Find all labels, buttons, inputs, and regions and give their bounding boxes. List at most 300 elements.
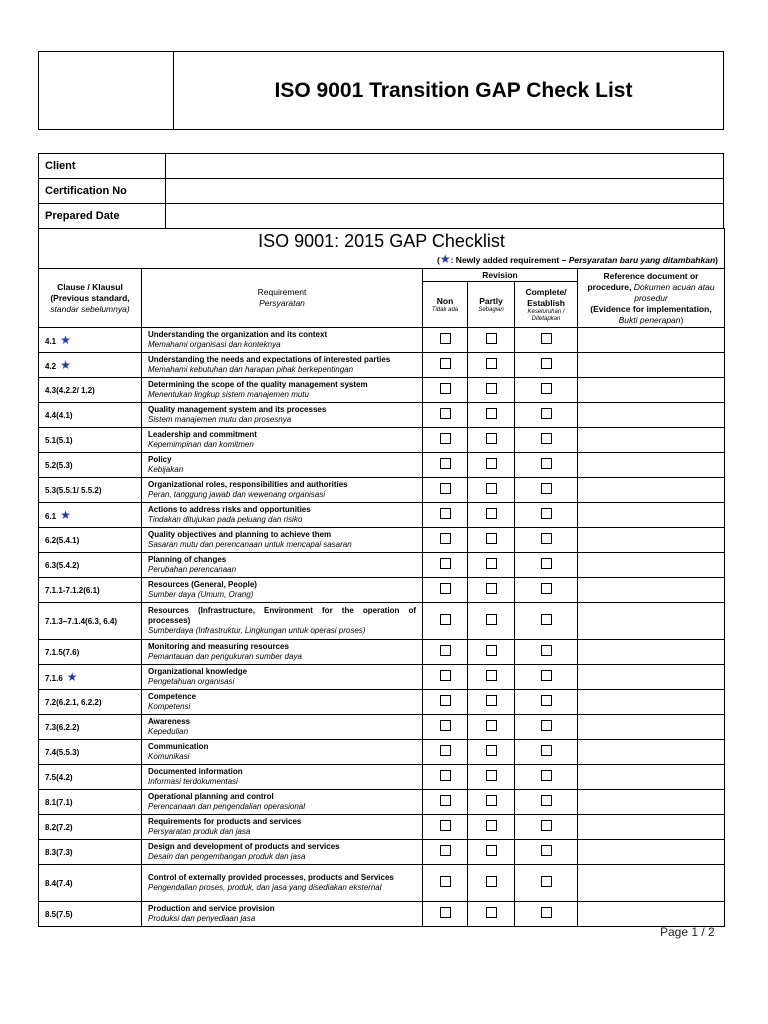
non-cell [423,840,468,865]
clause-cell [39,690,142,715]
reference-cell[interactable] [578,902,725,927]
partly-cell [468,453,515,478]
requirement-cell [142,528,423,553]
complete-cell [515,603,578,640]
partly-checkbox[interactable] [486,876,497,887]
requirement-text: Competence [148,692,197,701]
reference-cell[interactable] [578,353,725,378]
complete-cell [515,453,578,478]
complete-cell [515,815,578,840]
non-cell [423,378,468,403]
non-cell [423,665,468,690]
requirement-cell [142,553,423,578]
clause-number: 8.3(7.3) [45,847,73,857]
partly-cell [468,902,515,927]
clause-number: 7.1.5(7.6) [45,647,80,657]
partly-checkbox[interactable] [486,645,497,656]
partly-cell [468,328,515,353]
clause-number: 7.1.1-7.1.2(6.1) [45,585,100,595]
clause-number: 8.5(7.5) [45,909,73,919]
non-checkbox[interactable] [440,583,451,594]
checklist-row [39,665,725,690]
partly-cell [468,403,515,428]
info-row-prepared-date [39,204,724,229]
checklist-row [39,865,725,902]
non-checkbox[interactable] [440,720,451,731]
non-checkbox[interactable] [440,876,451,887]
complete-checkbox[interactable] [541,645,552,656]
non-checkbox[interactable] [440,820,451,831]
reference-header: Reference document or procedure, Dokumen acuan atau prosedur (Evidence for implementation, Bukti penerapan) [578,269,725,328]
partly-cell [468,640,515,665]
clause-cell [39,578,142,603]
partly-checkbox[interactable] [486,433,497,444]
requirement-cell [142,603,423,640]
checklist-row [39,503,725,528]
checklist-row [39,815,725,840]
non-checkbox[interactable] [440,483,451,494]
legend-note: (★: Newly added requirement – Persyaratan baru yang ditambahkan) [437,252,718,266]
requirement-text: Leadership and commitment [148,430,257,439]
partly-cell [468,603,515,640]
reference-cell[interactable] [578,528,725,553]
reference-cell[interactable] [578,378,725,403]
complete-checkbox[interactable] [541,533,552,544]
non-cell [423,815,468,840]
clause-number: 7.3(6.2.2) [45,722,80,732]
clause-number: 6.1 [45,512,57,521]
complete-cell [515,553,578,578]
complete-checkbox[interactable] [541,745,552,756]
partly-cell [468,765,515,790]
complete-checkbox[interactable] [541,770,552,781]
complete-checkbox[interactable] [541,583,552,594]
requirement-text: Design and development of products and services [148,842,340,851]
non-cell [423,640,468,665]
partly-checkbox[interactable] [486,614,497,625]
non-checkbox[interactable] [440,358,451,369]
partly-cell [468,553,515,578]
requirement-cell [142,503,423,528]
reference-cell[interactable] [578,603,725,640]
complete-cell [515,665,578,690]
reference-cell[interactable] [578,665,725,690]
reference-cell[interactable] [578,578,725,603]
complete-cell [515,578,578,603]
non-checkbox[interactable] [440,745,451,756]
partly-checkbox[interactable] [486,558,497,569]
clause-cell [39,640,142,665]
requirement-translation: Perencanaan dan pengendalian operasional [148,802,306,811]
complete-checkbox[interactable] [541,508,552,519]
reference-cell[interactable] [578,403,725,428]
clause-cell [39,453,142,478]
requirement-translation: Informasi terdokumentasi [148,777,238,786]
revision-header: Revision [423,269,578,282]
complete-cell [515,790,578,815]
requirement-translation: Kepemimpinan dan komitmen [148,440,254,449]
reference-cell[interactable] [578,865,725,902]
complete-cell [515,840,578,865]
checklist-row [39,765,725,790]
star-icon: ★ [60,358,71,372]
partly-checkbox[interactable] [486,795,497,806]
checklist-row [39,378,725,403]
complete-header: Complete/ Establish Keseluruhan / Ditetapkan [515,282,578,328]
complete-checkbox[interactable] [541,720,552,731]
non-checkbox[interactable] [440,670,451,681]
complete-cell [515,428,578,453]
non-cell [423,740,468,765]
clause-number: 6.3(5.4.2) [45,560,80,570]
requirement-translation: Pengendalian proses, produk, dan jasa yang disediakan eksternal [148,883,382,892]
certification-field[interactable] [166,179,724,204]
requirement-cell [142,428,423,453]
requirement-translation: Desain dan pengembangan produk dan jasa [148,852,306,861]
checklist-row [39,528,725,553]
reference-cell[interactable] [578,503,725,528]
clause-cell [39,740,142,765]
requirement-text: Policy [148,455,172,464]
complete-checkbox[interactable] [541,695,552,706]
checklist-row [39,403,725,428]
complete-cell [515,503,578,528]
clause-number: 5.3(5.5.1/ 5.5.2) [45,485,102,495]
checklist-row [39,840,725,865]
partly-cell [468,503,515,528]
non-checkbox[interactable] [440,907,451,918]
partly-checkbox[interactable] [486,820,497,831]
complete-checkbox[interactable] [541,876,552,887]
complete-checkbox[interactable] [541,333,552,344]
partly-cell [468,715,515,740]
clause-number: 5.2(5.3) [45,460,73,470]
requirement-text: Organizational roles, responsibilities and authorities [148,480,348,489]
complete-checkbox[interactable] [541,614,552,625]
non-checkbox[interactable] [440,508,451,519]
complete-cell [515,765,578,790]
clause-number: 4.1 [45,337,57,346]
requirement-text: Understanding the organization and its context [148,330,328,339]
non-checkbox[interactable] [440,614,451,625]
clause-number: 7.5(4.2) [45,772,73,782]
partly-cell [468,478,515,503]
reference-cell[interactable] [578,815,725,840]
partly-checkbox[interactable] [486,695,497,706]
requirement-text: Understanding the needs and expectations of interested parties [148,355,391,364]
requirement-cell [142,378,423,403]
clause-number: 4.3(4.2.2/ 1.2) [45,385,95,395]
requirement-text: Determining the scope of the quality management system [148,380,368,389]
complete-checkbox[interactable] [541,408,552,419]
reference-cell[interactable] [578,765,725,790]
clause-number: 8.1(7.1) [45,797,73,807]
requirement-translation: Produksi dan penyediaan jasa [148,914,256,923]
partly-checkbox[interactable] [486,408,497,419]
complete-cell [515,403,578,428]
clause-cell [39,840,142,865]
client-field[interactable] [166,154,724,179]
requirement-text: Monitoring and measuring resources [148,642,289,651]
reference-cell[interactable] [578,640,725,665]
complete-cell [515,865,578,902]
non-cell [423,528,468,553]
requirement-translation: Kepedulian [148,727,189,736]
clause-number: 4.2 [45,362,57,371]
clause-cell [39,865,142,902]
clause-number: 7.1.3–7.1.4(6.3, 6.4) [45,616,118,626]
partly-cell [468,740,515,765]
non-checkbox[interactable] [440,533,451,544]
partly-checkbox[interactable] [486,583,497,594]
non-checkbox[interactable] [440,695,451,706]
requirement-text: Organizational knowledge [148,667,248,676]
clause-cell [39,715,142,740]
requirement-text: Resources (General, People) [148,580,257,589]
clause-number: 4.4(4.1) [45,410,73,420]
complete-checkbox[interactable] [541,458,552,469]
clause-number: 7.2(6.2.1, 6.2.2) [45,697,102,707]
star-icon: ★ [439,252,451,266]
clause-cell [39,553,142,578]
requirement-text: Production and service provision [148,904,275,913]
complete-cell [515,378,578,403]
partly-cell [468,378,515,403]
requirement-cell [142,715,423,740]
non-cell [423,715,468,740]
partly-cell [468,690,515,715]
non-checkbox[interactable] [440,433,451,444]
partly-checkbox[interactable] [486,483,497,494]
complete-checkbox[interactable] [541,558,552,569]
star-icon: ★ [60,333,71,347]
partly-checkbox[interactable] [486,508,497,519]
clause-cell [39,528,142,553]
requirement-cell [142,578,423,603]
clause-cell [39,428,142,453]
column-header-row-1 [39,269,725,282]
non-checkbox[interactable] [440,845,451,856]
non-checkbox[interactable] [440,558,451,569]
requirement-text: Resources (Infrastructure, Environment for the operation of processes) [148,606,416,625]
partly-checkbox[interactable] [486,533,497,544]
checklist-row [39,740,725,765]
requirement-cell [142,353,423,378]
non-checkbox[interactable] [440,645,451,656]
requirement-cell [142,865,423,902]
requirement-text: Actions to address risks and opportunities [148,505,311,514]
partly-cell [468,815,515,840]
complete-checkbox[interactable] [541,433,552,444]
partly-checkbox[interactable] [486,720,497,731]
checklist-row [39,790,725,815]
requirement-text: Quality objectives and planning to achieve them [148,530,332,539]
non-header: Non Tidak ada [423,282,468,328]
requirement-translation: Kompetensi [148,702,191,711]
non-cell [423,902,468,927]
partly-checkbox[interactable] [486,333,497,344]
non-checkbox[interactable] [440,383,451,394]
partly-checkbox[interactable] [486,383,497,394]
star-icon: ★ [60,508,71,522]
reference-cell[interactable] [578,715,725,740]
clause-cell [39,353,142,378]
clause-cell [39,328,142,353]
checklist-row [39,603,725,640]
info-row-certification [39,179,724,204]
clause-cell [39,403,142,428]
partly-checkbox[interactable] [486,745,497,756]
requirement-cell [142,403,423,428]
non-cell [423,403,468,428]
partly-cell [468,790,515,815]
complete-checkbox[interactable] [541,670,552,681]
clause-cell [39,478,142,503]
requirement-cell [142,328,423,353]
requirement-cell [142,902,423,927]
partly-cell [468,428,515,453]
non-checkbox[interactable] [440,770,451,781]
partly-checkbox[interactable] [486,907,497,918]
checklist-row [39,478,725,503]
partly-checkbox[interactable] [486,458,497,469]
complete-checkbox[interactable] [541,907,552,918]
requirement-text: Communication [148,742,209,751]
requirement-cell [142,478,423,503]
reference-cell[interactable] [578,553,725,578]
requirement-text: Requirements for products and services [148,817,302,826]
complete-cell [515,528,578,553]
clause-number: 8.4(7.4) [45,878,73,888]
checklist-row [39,328,725,353]
non-cell [423,503,468,528]
reference-cell[interactable] [578,840,725,865]
gap-checklist-table [38,228,725,927]
complete-checkbox[interactable] [541,795,552,806]
checklist-row [39,428,725,453]
clause-number: 6.2(5.4.1) [45,535,80,545]
requirement-header: Requirement Persyaratan [142,269,423,328]
checklist-row [39,640,725,665]
partly-cell [468,353,515,378]
requirement-translation: Sumber daya (Umum, Orang) [148,590,254,599]
requirement-translation: Memahami kebutuhan dan harapan pihak berkepentingan [148,365,354,374]
requirement-translation: Peran, tanggung jawab dan wewenang organisasi [148,490,326,499]
clause-number: 8.2(7.2) [45,822,73,832]
requirement-text: Planning of changes [148,555,227,564]
requirement-text: Operational planning and control [148,792,274,801]
non-cell [423,553,468,578]
partly-checkbox[interactable] [486,670,497,681]
requirement-cell [142,765,423,790]
requirement-cell [142,640,423,665]
complete-cell [515,690,578,715]
clause-cell [39,790,142,815]
certification-label: Certification No [39,179,166,204]
non-checkbox[interactable] [440,333,451,344]
requirement-translation: Pemantauan dan pengukuran sumber daya [148,652,302,661]
checklist-row [39,690,725,715]
clause-number: 5.1(5.1) [45,435,73,445]
non-cell [423,765,468,790]
non-cell [423,790,468,815]
requirement-cell [142,690,423,715]
complete-checkbox[interactable] [541,483,552,494]
non-cell [423,865,468,902]
partly-checkbox[interactable] [486,358,497,369]
requirement-text: Quality management system and its processes [148,405,327,414]
client-label: Client [39,154,166,179]
complete-checkbox[interactable] [541,845,552,856]
clause-cell [39,503,142,528]
reference-cell[interactable] [578,790,725,815]
checklist-row [39,553,725,578]
requirement-cell [142,790,423,815]
info-table [38,153,724,229]
reference-cell[interactable] [578,690,725,715]
non-cell [423,690,468,715]
requirement-text: Documented information [148,767,243,776]
requirement-cell [142,840,423,865]
reference-cell[interactable] [578,428,725,453]
non-checkbox[interactable] [440,795,451,806]
requirement-cell [142,453,423,478]
partly-checkbox[interactable] [486,845,497,856]
requirement-translation: Menentukan lingkup sistem manajemen mutu [148,390,309,399]
checklist-title: ISO 9001: 2015 GAP Checklist [258,231,505,251]
complete-checkbox[interactable] [541,358,552,369]
complete-cell [515,740,578,765]
partly-cell [468,578,515,603]
prepared-date-field[interactable] [166,204,724,229]
clause-cell [39,603,142,640]
requirement-translation: Perubahan perencanaan [148,565,237,574]
reference-cell[interactable] [578,453,725,478]
requirement-text: Control of externally provided processes, products and Services [148,873,394,882]
complete-cell [515,328,578,353]
non-cell [423,428,468,453]
non-cell [423,478,468,503]
clause-cell [39,902,142,927]
reference-cell[interactable] [578,328,725,353]
requirement-translation: Persyaratan produk dan jasa [148,827,251,836]
non-cell [423,603,468,640]
requirement-text: Awareness [148,717,191,726]
clause-cell [39,665,142,690]
checklist-row [39,715,725,740]
requirement-translation: Tindakan ditujukan pada peluang dan risiko [148,515,303,524]
requirement-translation: Kebijakan [148,465,184,474]
non-checkbox[interactable] [440,408,451,419]
partly-checkbox[interactable] [486,770,497,781]
partly-cell [468,528,515,553]
reference-cell[interactable] [578,740,725,765]
clause-number: 7.1.6 [45,674,63,683]
non-cell [423,453,468,478]
complete-checkbox[interactable] [541,820,552,831]
requirement-translation: Komunikasi [148,752,190,761]
complete-checkbox[interactable] [541,383,552,394]
complete-cell [515,353,578,378]
reference-cell[interactable] [578,478,725,503]
requirement-cell [142,740,423,765]
non-checkbox[interactable] [440,458,451,469]
requirement-translation: Pengetahuan organisasi [148,677,235,686]
complete-cell [515,715,578,740]
clause-cell [39,378,142,403]
checklist-row [39,353,725,378]
non-cell [423,578,468,603]
